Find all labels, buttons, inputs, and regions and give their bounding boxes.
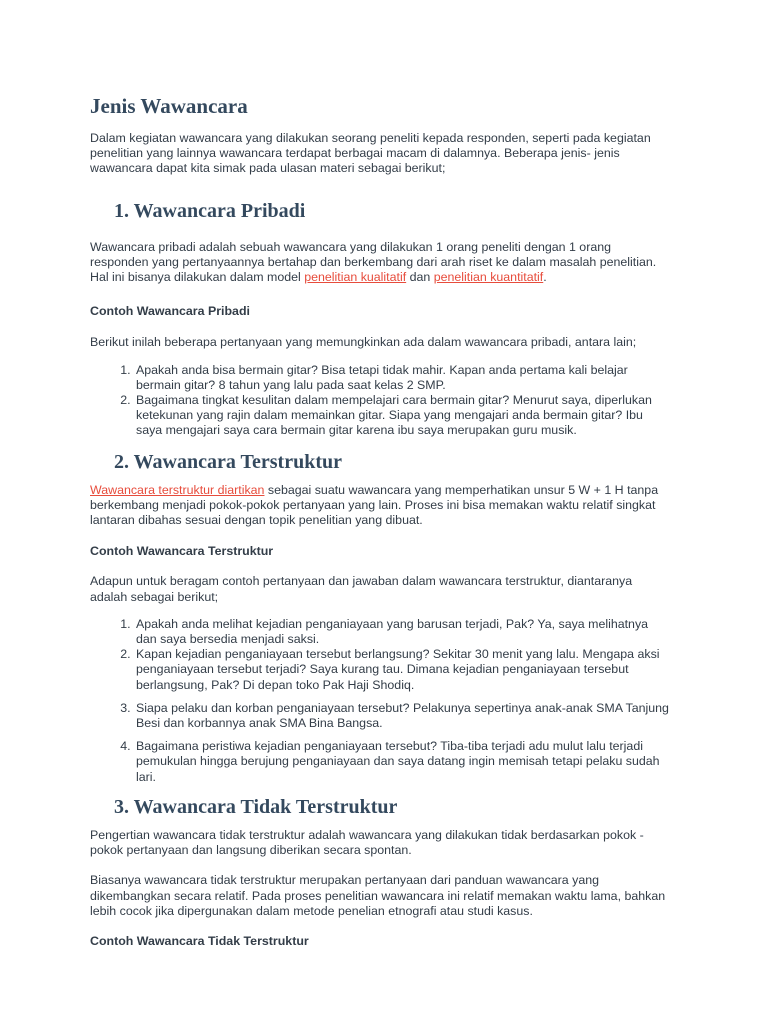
- section3-paragraph-1: Pengertian wawancara tidak terstruktur adalah wawancara yang dilakukan tidak berdasarkan pokok - pokok pertanyaan dan langsung diberikan secara spontan.: [90, 827, 644, 858]
- section1-paragraph: [90, 240, 670, 286]
- list-item: 3. Siapa pelaku dan korban penganiayaan tersebut? Pelakunya sepertinya anak-anak SMA Tanjung Besi dan korbannya anak SMA Bina Bangsa.: [134, 701, 670, 731]
- section3-paragraph-2: Biasanya wawancara tidak terstruktur merupakan pertanyaan dari panduan wawancara yang dikembangkan secara relatif. Pada proses penelitian wawancara ini relatif memakan waktu lama, bahkan lebih cocok jika dipergunakan dalam metode penelian etnografi atau studi kasus.: [90, 873, 666, 918]
- intro-paragraph: Dalam kegiatan wawancara yang dilakukan seorang peneliti kepada responden, seperti pada kegiatan penelitian yang lainnya wawancara terdapat berbagai macam di dalamnya. Beberapa jenis- jenis wawancara dapat kita simak pada ulasan materi sebagai berikut;: [90, 131, 651, 176]
- list-item: 2. Bagaimana tingkat kesulitan dalam mempelajari cara bermain gitar? Menurut saya, diperlukan ketekunan yang rajin dalam memainkan gitar. Siapa yang mengajari anda bermain gitar? Ibu saya mengajari saya cara bermain gitar karena ibu saya merupakan guru musik.: [134, 393, 670, 439]
- section1-text-start: Wawancara pribadi adalah sebuah wawancara yang dilakukan 1 orang peneliti dengan 1 orang responden yang pertanyaannya bertahap dan berkembang dari arah riset ke dalam masalah penelitian. Hal ini bisanya dilakukan dalam model: [90, 239, 657, 285]
- list-item: 2. Kapan kejadian penganiayaan tersebut berlangsung? Sekitar 30 menit yang lalu. Mengapa aksi penganiayaan tersebut terjadi? Saya kurang tau. Dimana kejadian penganiayaan tersebut berlangsung, Pak? Di depan toko Pak Haji Shodiq.: [134, 647, 670, 693]
- section2-text: sebagai suatu wawancara yang memperhatikan unsur 5 W + 1 H tanpa berkembang menjadi pokok-pokok pertanyaan yang lain. Proses ini bisa memakan waktu relatif singkat lantaran dibahas sesuai dengan topik penelitian yang dibuat.: [90, 482, 659, 528]
- list-item: 1. Apakah anda bisa bermain gitar? Bisa tetapi tidak mahir. Kapan anda pertama kali belajar bermain gitar? 8 tahun yang lalu pada saat kelas 2 SMP.: [134, 363, 670, 393]
- section1-text-mid: dan: [406, 270, 434, 285]
- subheading-contoh-wawancara-tidak-terstruktur: Contoh Wawancara Tidak Terstruktur: [90, 933, 309, 948]
- subheading-contoh-wawancara-pribadi: Contoh Wawancara Pribadi: [90, 304, 250, 319]
- section-heading-wawancara-tidak-terstruktur: 3. Wawancara Tidak Terstruktur: [114, 795, 398, 818]
- document-page: [90, 92, 670, 949]
- link-wawancara-terstruktur-diartikan[interactable]: Wawancara terstruktur diartikan: [90, 482, 265, 497]
- section2-lead: Adapun untuk beragam contoh pertanyaan dan jawaban dalam wawancara terstruktur, diantaranya adalah sebagai berikut;: [90, 574, 633, 604]
- section2-example-list: [90, 617, 670, 785]
- page-title: Jenis Wawancara: [90, 94, 248, 118]
- link-penelitian-kuantitatif[interactable]: penelitian kuantitatif: [433, 270, 544, 285]
- section-heading-wawancara-pribadi: 1. Wawancara Pribadi: [114, 199, 306, 222]
- section2-paragraph: [90, 483, 670, 529]
- list-item: 1. Apakah anda melihat kejadian penganiayaan yang barusan terjadi, Pak? Ya, saya melihatnya dan saya bersedia menjadi saksi.: [134, 617, 670, 647]
- section1-lead: Berikut inilah beberapa pertanyaan yang memungkinkan ada dalam wawancara pribadi, antara lain;: [90, 335, 637, 350]
- section1-example-list: [90, 363, 670, 439]
- link-penelitian-kualitatif[interactable]: penelitian kualitatif: [304, 270, 407, 285]
- section1-text-end: .: [543, 270, 547, 285]
- list-item: 4. Bagaimana peristiwa kejadian penganiayaan tersebut? Tiba-tiba terjadi adu mulut lalu terjadi pemukulan hingga berujung penganiayaan dan saya datang ingin memisah tetapi pelaku sudah lari.: [134, 739, 670, 785]
- section-heading-wawancara-terstruktur: 2. Wawancara Terstruktur: [114, 450, 342, 473]
- subheading-contoh-wawancara-terstruktur: Contoh Wawancara Terstruktur: [90, 544, 274, 559]
